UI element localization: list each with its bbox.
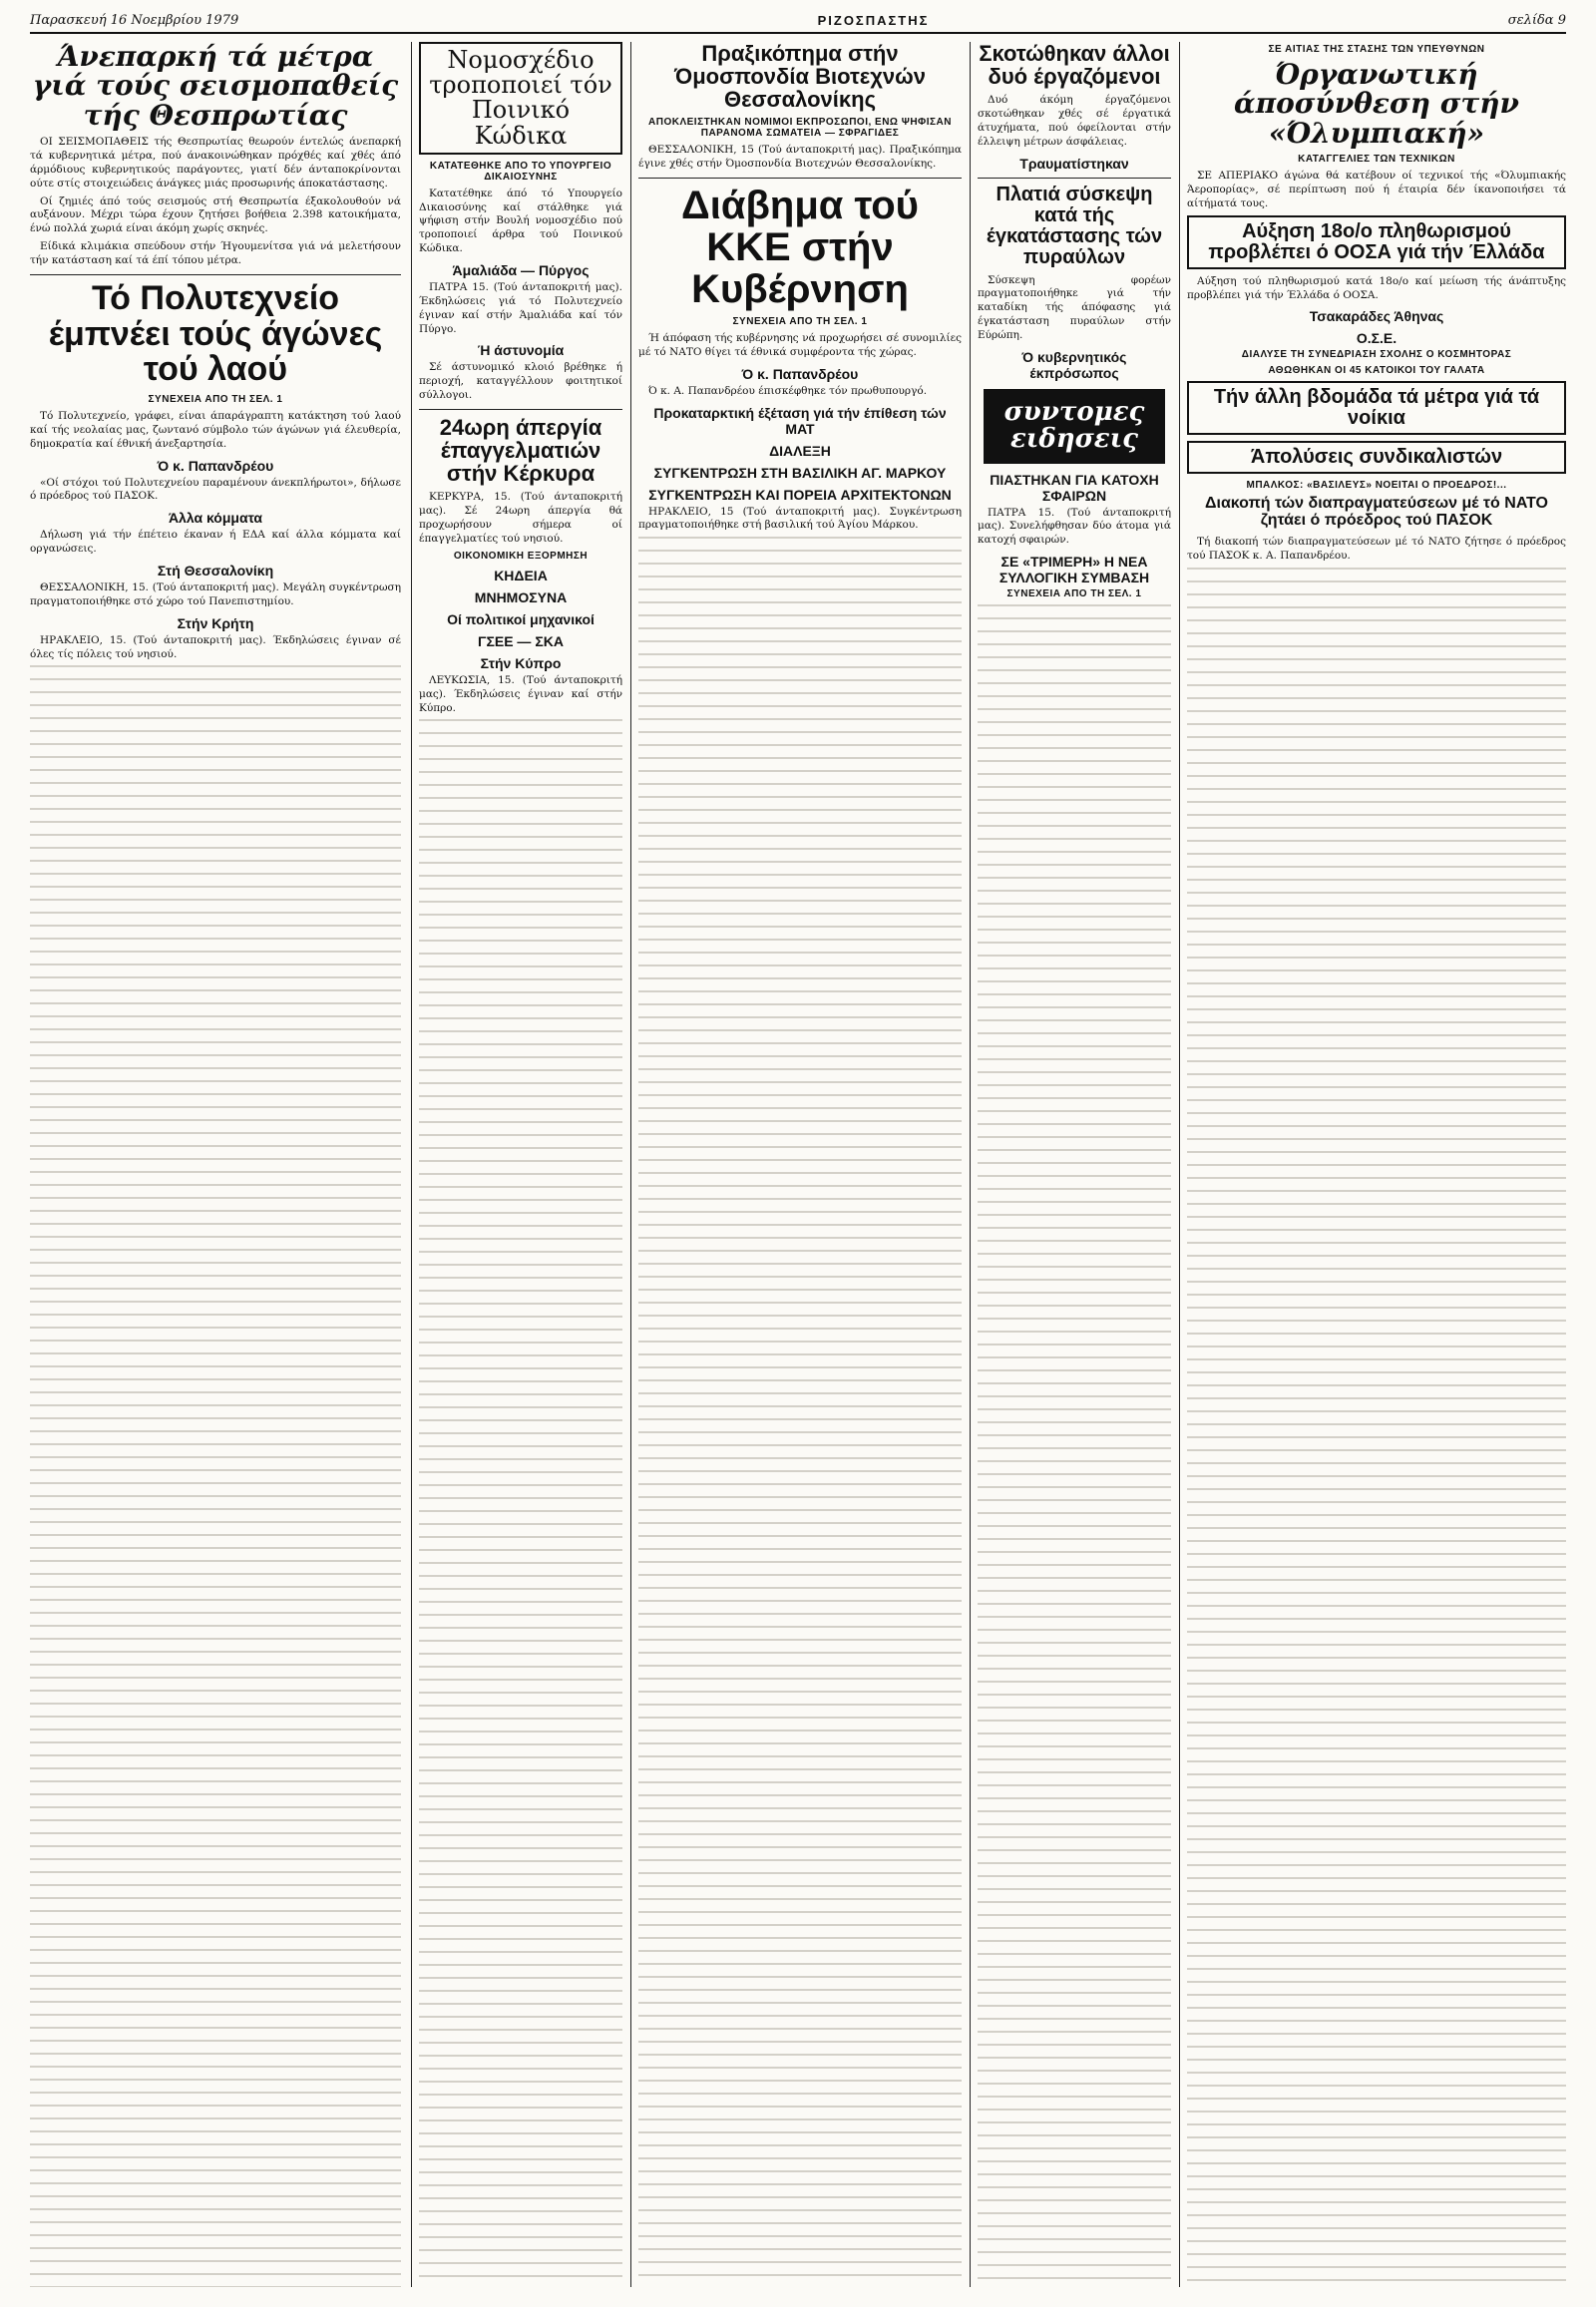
column-rule	[411, 42, 412, 2287]
headline-omospondia: Πραξικόπημα στήν Όμοσπονδία Βιοτεχνών Θεσσαλονίκης	[674, 42, 926, 113]
deck: ΜΠΑΛΚΟΣ: «ΒΑΣΙΛΕΥΣ» ΝΟΕΙΤΑΙ Ο ΠΡΟΕΔΡΟΣ!...	[1246, 480, 1507, 492]
deck: ΑΘΩΘΗΚΑΝ ΟΙ 45 ΚΑΤΟΙΚΟΙ ΤΟΥ ΓΑΛΑΤΑ	[1268, 365, 1485, 377]
subheading: Τσακαράδες Άθηνας	[1309, 308, 1444, 325]
page-number: σελίδα 9	[1507, 12, 1566, 28]
subheading: Προκαταρκτική έξέταση γιά τήν έπίθεση τών ΜΑΤ	[653, 404, 947, 437]
deck: ΟΙΚΟΝΟΜΙΚΗ ΕΞΟΡΜΗΣΗ	[453, 550, 589, 562]
subheading: Άμαλιάδα — Πύργος	[452, 262, 590, 279]
article-text: ΟΙ ΣΕΙΣΜΟΠΑΘΕΙΣ τής Θεσπρωτίας θεωρούν έντελώς άνεπαρκή τά κυβερνητικά μέτρα, πού άνακοινώθηκαν πρόχθές καί χθές άπό άρμόδιους κυβερνητικούς παράγοντες, γιατί δέν άνταποκρίνονται ούτε στίς στοιχειώδεις άνάγκες μιάς προσωρινής άποκατάστασης.	[30, 136, 401, 190]
deck: ΑΠΟΚΛΕΙΣΤΗΚΑΝ ΝΟΜΙΜΟΙ ΕΚΠΡΟΣΩΠΟΙ, ΕΝΩ ΨΗΦΙΣΑΝ ΠΑΡΑΝΟΜΑ ΣΩΜΑΤΕΙΑ — ΣΦΡΑΓΙΔΕΣ	[648, 117, 952, 140]
body-text-lines	[1187, 568, 1566, 2287]
article-text: ΘΕΣΣΑΛΟΝΙΚΗ, 15 (Τού άνταποκριτή μας). Πραξικόπημα έγινε χθές στήν Όμοσπονδία Βιοτεχνών Θεσσαλονίκης.	[638, 144, 962, 171]
column-2	[419, 42, 622, 2287]
headline-polytechneio: Τό Πολυτεχνείο έμπνέει τούς άγώνες τού λαού	[48, 278, 383, 389]
kicker: ΣΕ ΑΙΤΙΑΣ ΤΗΣ ΣΤΑΣΗΣ ΤΩΝ ΥΠΕΥΘΥΝΩΝ	[1268, 44, 1485, 55]
headline-seismopatheis: Άνεπαρκή τά μέτρα γιά τούς σεισμοπαθείς τής Θεσπρωτίας	[32, 42, 399, 132]
article-text: Δήλωση γιά τήν έπέτειο έκαναν ή ΕΔΑ καί άλλα κόμματα καί οργανώσεις.	[30, 529, 401, 556]
headline-oosa: Αύξηση 18ο/ο πληθωρισμού προβλέπει ό ΟΟΣΑ γιά τήν Έλλάδα	[1187, 215, 1566, 269]
article-text: ΘΕΣΣΑΛΟΝΙΚΗ, 15. (Τού άνταποκριτή μας). Μεγάλη συγκέντρωση πραγματοποιήθηκε στό χώρο τού Πανεπιστημίου.	[30, 580, 401, 607]
headline-kke: Διάβημα τού ΚΚΕ στήν Κυβέρνηση	[681, 184, 919, 311]
page-header	[30, 8, 1566, 34]
deck: ΚΑΤΑΤΕΘΗΚΕ ΑΠΟ ΤΟ ΥΠΟΥΡΓΕΙΟ ΔΙΚΑΙΟΣΥΝΗΣ	[429, 160, 612, 183]
column-4	[978, 42, 1171, 2287]
deck: ΔΙΑΛΥΣΕ ΤΗ ΣΥΝΕΔΡΙΑΣΗ ΣΧΟΛΗΣ Ο ΚΟΣΜΗΤΟΡΑΣ	[1241, 349, 1512, 361]
issue-date: Παρασκευή 16 Νοεμβρίου 1979	[30, 12, 239, 28]
subheading: Ό κ. Παπανδρέου	[741, 365, 859, 382]
headline-nato: Διακοπή τών διαπραγματεύσεων μέ τό ΝΑΤΟ ζητάει ό πρόεδρος τού ΠΑΣΟΚ	[1205, 495, 1548, 530]
headline-apolyseis: Άπολύσεις συνδικαλιστών	[1187, 441, 1566, 474]
article-text: Αύξηση τού πληθωρισμού κατά 18ο/ο καί μείωση τής άνάπτυξης προβλέπει γιά τήν Έλλάδα ό ΟΟΣΑ.	[1187, 274, 1566, 301]
subheading: Ό κ. Παπανδρέου	[157, 457, 274, 474]
article-text: ΠΑΤΡΑ 15. (Τού άνταποκριτή μας). Έκδηλώσεις γιά τό Πολυτεχνείο έγιναν καί στήν Άμαλιάδα καί τόν Πύργο.	[419, 281, 622, 335]
article-text: Οί ζημιές άπό τούς σεισμούς στή Θεσπρωτία έξακολουθούν νά αυξάνουν. Μέχρι τώρα έχουν ζητήσει βοήθεια 2.398 κατοικήματα, ένώ πολλά χωριά είναι άκόμη χωρίς σκηνές.	[30, 194, 401, 235]
subheading: Οί πολιτικοί μηχανικοί	[447, 610, 595, 627]
article-text: Ό κ. Α. Παπανδρέου έπισκέφθηκε τόν πρωθυπουργό.	[648, 384, 928, 397]
headline-olympiaki: Όργανωτική άποσύνθεση στήν «Όλυμπιακή»	[1234, 58, 1519, 150]
article-text: ΗΡΑΚΛΕΙΟ, 15. (Τού άνταποκριτή μας). Έκδηλώσεις έγιναν σέ όλες τίς πόλεις τού νησιού.	[30, 633, 401, 660]
continuation-note: ΣΥΝΕΧΕΙΑ ΑΠΟ ΤΗ ΣΕΛ. 1	[148, 393, 283, 405]
article-text: Κατατέθηκε άπό τό Υπουργείο Δικαιοσύνης καί στάλθηκε γιά ψήφιση στήν Βουλή νομοσχέδιο πού τροποποιεί άρθρα τού Ποινικού Κώδικα.	[419, 187, 622, 255]
body-text-lines	[419, 719, 622, 2287]
column-rule	[1179, 42, 1180, 2287]
article-text: Σύσκεψη φορέων πραγματοποιήθηκε γιά τήν καταδίκη τής άπόφασης γιά έγκατάσταση πυραύλων στήν Εύρώπη.	[978, 273, 1171, 342]
column-3	[638, 42, 962, 2287]
subheading: Ή άστυνομία	[477, 342, 565, 359]
column-1	[30, 42, 401, 2287]
article-text: Είδικά κλιμάκια σπεύδουν στήν Ήγουμενίτσα γιά νά μελετήσουν τήν κατάσταση καί τά έπί τόπου μέτρα.	[30, 240, 401, 267]
article-text: ΚΕΡΚΥΡΑ, 15. (Τού άνταποκριτή μας). Σέ 24ωρη άπεργία θά προχωρήσουν σήμερα οί έπαγγελματίες τού νησιού.	[419, 491, 622, 545]
headline-pyrauloi: Πλατιά σύσκεψη κατά τής έγκατάστασης τών πυραύλων	[986, 183, 1163, 268]
article-text: ΗΡΑΚΛΕΙΟ, 15 (Τού άνταποκριτή μας). Συγκέντρωση πραγματοποιήθηκε στή βασιλική τού Άγίου Μάρκου.	[638, 505, 962, 532]
subheading: Ο.Σ.Ε.	[1356, 330, 1397, 347]
article-text: Τή διακοπή τών διαπραγματεύσεων μέ τό ΝΑΤΟ ζήτησε ό πρόεδρος τού ΠΑΣΟΚ κ. Α. Παπανδρέου.	[1187, 536, 1566, 562]
headline-noikia: Τήν άλλη βδομάδα τά μέτρα γιά τά νοίκια	[1187, 381, 1566, 435]
column-rule	[630, 42, 631, 2287]
subheading: ΔΙΑΛΕΞΗ	[769, 442, 831, 459]
continuation-note: ΣΥΝΕΧΕΙΑ ΑΠΟ ΤΗ ΣΕΛ. 1	[1006, 588, 1142, 600]
subheading: ΠΙΑΣΤΗΚΑΝ ΓΙΑ ΚΑΤΟΧΗ ΣΦΑΙΡΩΝ	[990, 471, 1159, 504]
subheading: ΣΥΓΚΕΝΤΡΩΣΗ ΣΤΗ ΒΑΣΙΛΙΚΗ ΑΓ. ΜΑΡΚΟΥ	[653, 464, 947, 481]
deck: ΚΑΤΑΓΓΕΛΙΕΣ ΤΩΝ ΤΕΧΝΙΚΩΝ	[1298, 154, 1455, 166]
continuation-note: ΣΥΝΕΧΕΙΑ ΑΠΟ ΤΗ ΣΕΛ. 1	[732, 316, 868, 327]
headline-skotothikan: Σκοτώθηκαν άλλοι δυό έργαζόμενοι	[979, 42, 1170, 90]
subheading: Στήν Κύπρο	[480, 654, 562, 671]
headline-kerkyra-strike: 24ωρη άπεργία έπαγγελματιών στήν Κέρκυρα	[439, 415, 602, 487]
subheading: ΓΣΕΕ — ΣΚΑ	[478, 632, 564, 649]
article-text: ΠΑΤΡΑ 15. (Τού άνταποκριτή μας). Συνελήφθησαν δύο άτομα γιά κατοχή σφαιρών.	[978, 506, 1171, 547]
article-text: Σέ άστυνομικό κλοιό βρέθηκε ή περιοχή, καταγγέλλουν φοιτητικοί σύλλογοι.	[419, 361, 622, 402]
subheading: ΜΝΗΜΟΣΥΝΑ	[474, 588, 568, 605]
article-text: Τό Πολυτεχνείο, γράφει, είναι άπαράγραπτη κατάκτηση τού λαού καί τής νεολαίας μας, ζωντανό σύμβολο τών άγώνων γιά έλευθερία, δημοκρατία καί έθνική άνεξαρτησία.	[30, 409, 401, 450]
body-text-lines	[638, 537, 962, 2287]
body-text-lines	[30, 665, 401, 2287]
column-5	[1187, 42, 1566, 2287]
article-text: ΣΕ ΑΠΕΡΙΑΚΟ άγώνα θά κατέβουν οί τεχνικοί τής «Όλυμπιακής Άεροπορίας», σέ περίπτωση πού ή έταιρία δέν ίκανοποιήσει τά αίτήματά τους.	[1187, 170, 1566, 209]
subheading: ΣΥΓΚΕΝΤΡΩΣΗ ΚΑΙ ΠΟΡΕΙΑ ΑΡΧΙΤΕΚΤΟΝΩΝ	[648, 486, 952, 503]
body-text-lines	[978, 604, 1171, 2287]
subheading: Στή Θεσσαλονίκη	[157, 562, 274, 578]
article-text: ΛΕΥΚΩΣΙΑ, 15. (Τού άνταποκριτή μας). Έκδηλώσεις έγιναν καί στήν Κύπρο.	[419, 673, 622, 714]
headline-poiniko: Νομοσχέδιο τροποποιεί τόν Ποινικό Κώδικα	[419, 42, 622, 155]
subheading: ΚΗΔΕΙΑ	[494, 567, 548, 583]
article-text: Ή άπόφαση τής κυβέρνησης νά προχωρήσει σέ συνομιλίες μέ τό ΝΑΤΟ θίγει τά έθνικά συμφέροντα τής χώρας.	[638, 332, 962, 358]
subheading: Τραυματίστηκαν	[1019, 155, 1129, 172]
article-text: «Οί στόχοι τού Πολυτεχνείου παραμένουν άνεκπλήρωτοι», δήλωσε ό πρόεδρος τού ΠΑΣΟΚ.	[30, 476, 401, 503]
subheading: Στήν Κρήτη	[177, 614, 254, 631]
article-text: Δυό άκόμη έργαζόμενοι σκοτώθηκαν χθές σέ έργατικά άτυχήματα, πού όφείλονται στήν έλλειψη μέτρων άσφάλειας.	[978, 94, 1171, 148]
short-news-banner: συντομες ειδησεις	[984, 389, 1165, 464]
subheading: ΣΕ «ΤΡΙΜΕΡΗ» Η ΝΕΑ ΣΥΛΛΟΓΙΚΗ ΣΥΜΒΑΣΗ	[998, 554, 1150, 586]
newspaper-name: ΡΙΖΟΣΠΑΣΤΗΣ	[817, 12, 930, 28]
column-rule	[970, 42, 971, 2287]
subheading: Ό κυβερνητικός έκπρόσωπος	[1021, 348, 1127, 381]
subheading: Άλλα κόμματα	[168, 510, 263, 527]
